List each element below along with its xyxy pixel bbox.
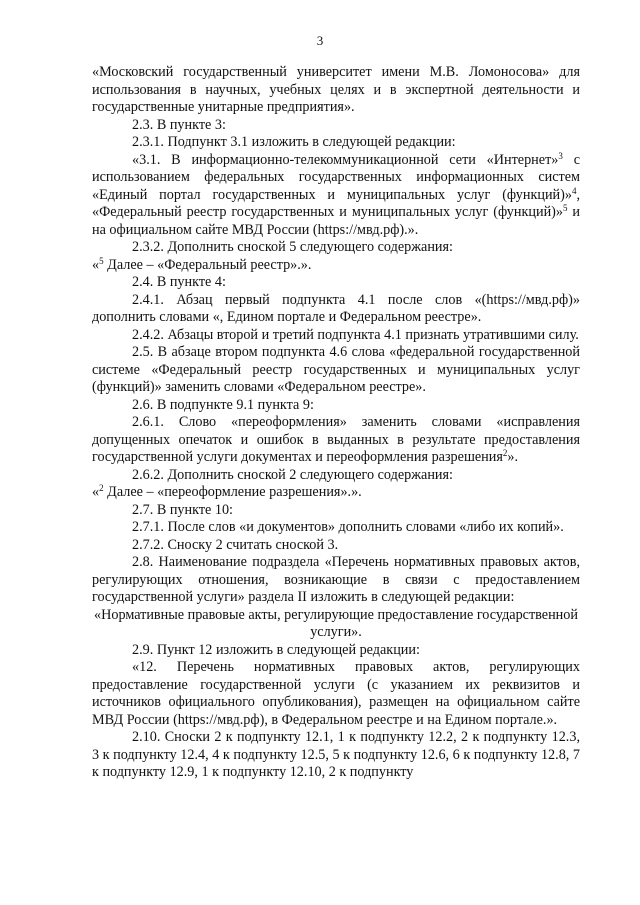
paragraph-2-4-2 xyxy=(92,327,580,345)
text-run: 2.10. Сноски 2 к подпункту 12.1, 1 к подпункту 12.2, 2 к подпункту 12.3, 3 к подпункту 12.4, 4 к подпункту 12.5, 5 к подпункту 12.6, 6 к подпункту 12.8, 7 к подпункту 12.9, 1 к подпункту 12.10, 2 к подпункту xyxy=(92,729,580,780)
text-run: 2.4.1. Абзац первый подпункта 4.1 после слов «(https://мвд.рф)» дополнить словами «, Едином портале и Федеральном реестре». xyxy=(92,291,580,325)
footnote-ref: 2 xyxy=(502,448,508,458)
footnote-5-text xyxy=(92,257,580,275)
text-run: с использованием федеральных государственных информационных систем «Единый портал государственных и муниципальных услуг (функций)» xyxy=(92,151,580,203)
page-number: 3 xyxy=(316,33,324,48)
footnote-ref: 5 xyxy=(99,255,104,266)
paragraph-2-3-1 xyxy=(92,134,580,152)
paragraph-2-7-1 xyxy=(92,519,580,537)
text-run: 2.6. В подпункте 9.1 пункта 9: xyxy=(132,396,314,413)
text-run: 2.3. В пункте 3: xyxy=(132,116,226,133)
text-run: 2.6.1. Слово «переоформления» заменить словами «исправления допущенных опечаток и ошибок в выданных в результате предоставления государственной услуги документах и переоформления разрешения xyxy=(92,414,580,465)
paragraph-2-7 xyxy=(92,502,580,520)
text-run: 2.7.2. Сноску 2 считать сноской 3. xyxy=(132,536,339,553)
footnote-2-text xyxy=(92,484,580,502)
text-run: 2.7.1. После слов «и документов» дополнить словами «либо их копий». xyxy=(132,519,564,535)
paragraph-2-4 xyxy=(92,274,580,292)
text-run: «Московский государственный университет имени М.В. Ломоносова» для использования в научных, учебных целях и в экспертной деятельности и государственные унитарные предприятия». xyxy=(92,64,580,115)
paragraph-2-3 xyxy=(92,117,580,135)
text-run: 2.8. Наименование подраздела «Перечень нормативных правовых актов, регулирующих отношения, возникающие в связи с предоставлением государственной услуги» раздела II изложить в следующей редакции: xyxy=(92,554,580,605)
text-run: «3.1. В информационно-телекоммуникационной сети «Интернет» xyxy=(132,151,559,168)
document-body xyxy=(92,64,580,782)
text-run: «12. Перечень нормативных правовых актов, регулирующих предоставление государственной услуги (с указанием их реквизитов и источников официального опубликования), размещен на официальном сайте МВД России (https://мвд.рф), в Федеральном реестре и на Едином портале.». xyxy=(92,659,580,728)
footnote-ref: 2 xyxy=(99,483,104,493)
text-run: и на официальном сайте МВД России (https://мвд.рф).». xyxy=(92,204,581,238)
paragraph-quote-12 xyxy=(92,659,580,729)
paragraph-2-10 xyxy=(92,729,580,782)
paragraph-2-8 xyxy=(92,554,580,607)
text-run: « xyxy=(92,256,100,273)
footnote-ref: 5 xyxy=(563,203,568,213)
text-run: 2.9. Пункт 12 изложить в следующей редакции: xyxy=(132,641,420,658)
paragraph-2-6-2 xyxy=(92,467,580,485)
paragraph-2-3-2 xyxy=(92,239,580,257)
text-run: 2.3.2. Дополнить сноской 5 следующего содержания: xyxy=(132,239,453,255)
paragraph-2-6-1 xyxy=(92,414,580,467)
paragraph-2-4-1 xyxy=(92,292,580,327)
paragraph-continuation xyxy=(92,64,580,117)
text-run: «Нормативные правовые акты, регулирующие предоставление государственной услуги». xyxy=(94,606,578,640)
text-run: 2.6.2. Дополнить сноской 2 следующего содержания: xyxy=(132,466,453,483)
paragraph-quote-3-1 xyxy=(92,152,580,240)
footnote-ref: 3 xyxy=(558,150,563,161)
text-run: 2.4. В пункте 4: xyxy=(132,274,226,290)
text-run: 2.5. В абзаце втором подпункта 4.6 слова «федеральной государственной системе «Федеральный реестр государственных и муниципальных услуг (функций)» заменить словами «Федеральном реестре». xyxy=(92,344,580,395)
text-run: Далее – «Федеральный реестр».». xyxy=(103,256,312,273)
paragraph-2-6 xyxy=(92,397,580,415)
footnote-ref: 4 xyxy=(571,185,577,196)
text-run: Далее – «переоформление разрешения».». xyxy=(103,484,362,500)
subsection-title xyxy=(92,607,580,642)
text-run: 2.4.2. Абзацы второй и третий подпункта 4.1 признать утратившими силу. xyxy=(132,326,579,343)
text-run: ». xyxy=(507,449,519,465)
text-run: 2.3.1. Подпункт 3.1 изложить в следующей редакции: xyxy=(132,134,456,150)
text-run: 2.7. В пункте 10: xyxy=(132,501,233,518)
paragraph-2-7-2 xyxy=(92,537,580,555)
text-run: « xyxy=(92,484,100,500)
paragraph-2-5 xyxy=(92,344,580,397)
paragraph-2-9 xyxy=(92,642,580,660)
text-run: , «Федеральный реестр государственных и муниципальных услуг (функций)» xyxy=(92,186,580,220)
